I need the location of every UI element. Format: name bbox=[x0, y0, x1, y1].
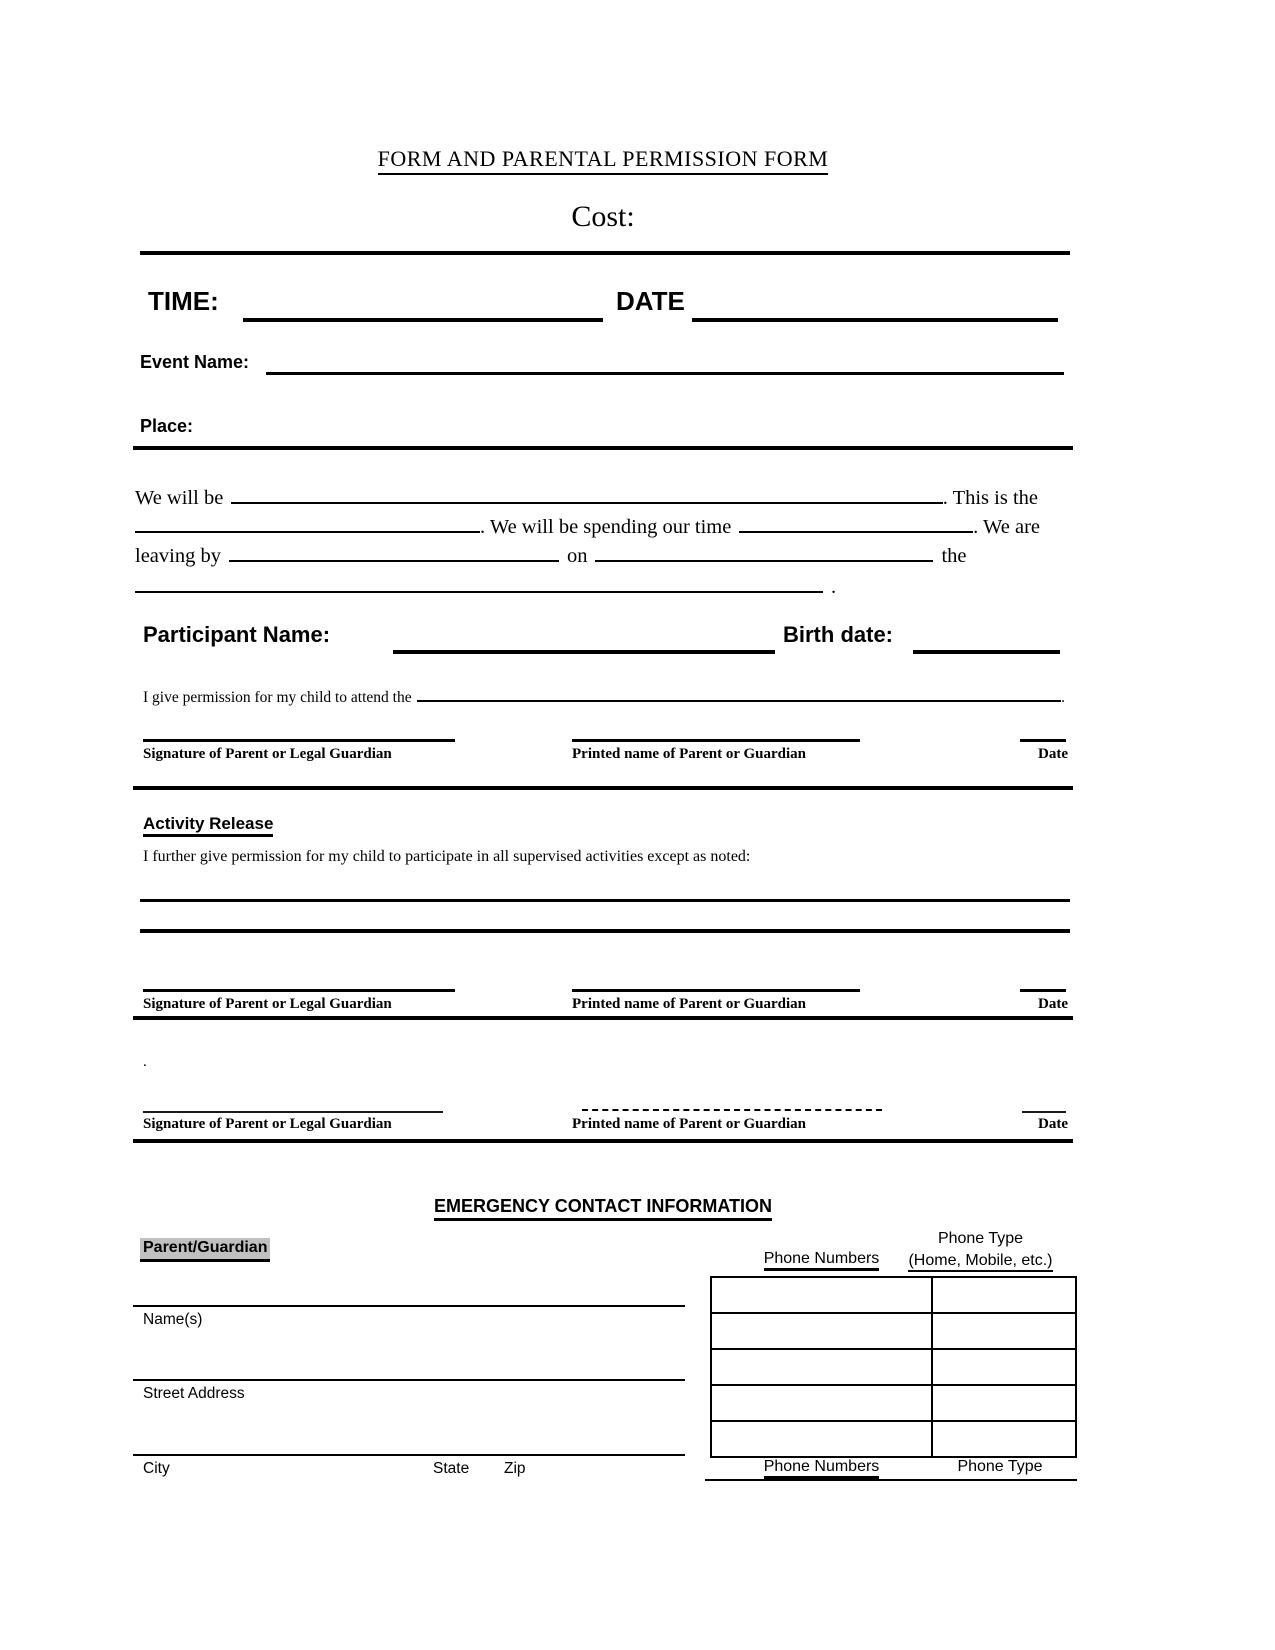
printed-name-line-3[interactable] bbox=[582, 1094, 882, 1111]
phone-table-row bbox=[712, 1350, 1075, 1386]
emergency-contact-heading: EMERGENCY CONTACT INFORMATION bbox=[133, 1196, 1073, 1217]
signature-line-2[interactable] bbox=[143, 974, 455, 992]
bottom-rule bbox=[705, 1479, 1077, 1481]
phone-type-cell[interactable] bbox=[933, 1278, 1075, 1312]
trip-we-will-be: We will be bbox=[135, 487, 224, 509]
birth-date-label: Birth date: bbox=[783, 622, 893, 647]
phone-number-cell[interactable] bbox=[712, 1350, 933, 1384]
names-fill-line[interactable] bbox=[133, 1305, 685, 1307]
trip-blank-2[interactable] bbox=[135, 507, 480, 533]
trip-leaving-by: leaving by bbox=[135, 545, 221, 567]
city-state-zip-fill-line[interactable] bbox=[133, 1454, 685, 1456]
participant-name-blank-field[interactable] bbox=[393, 620, 775, 654]
activity-blank-line-2[interactable] bbox=[140, 929, 1070, 933]
printed-name-label-2: Printed name of Parent or Guardian bbox=[572, 996, 807, 1012]
trip-line-4 bbox=[135, 567, 836, 602]
date-label-1: Date bbox=[1038, 746, 1068, 762]
city-label: City bbox=[143, 1460, 170, 1477]
trip-blank-4[interactable] bbox=[229, 536, 559, 562]
phone-table-row bbox=[712, 1386, 1075, 1422]
phone-numbers-header: Phone Numbers bbox=[710, 1250, 933, 1268]
phone-table bbox=[710, 1276, 1077, 1458]
phone-type-header-line1: Phone Type bbox=[937, 1230, 1024, 1247]
phone-table-row bbox=[712, 1422, 1075, 1456]
phone-table-row bbox=[712, 1278, 1075, 1314]
phone-type-cell[interactable] bbox=[933, 1350, 1075, 1384]
trip-this-is-the: . This is the bbox=[942, 487, 1038, 509]
trip-blank-1[interactable] bbox=[231, 478, 942, 504]
trip-end-period: . bbox=[831, 576, 837, 598]
phone-number-cell[interactable] bbox=[712, 1278, 933, 1312]
date-label-2: Date bbox=[1038, 996, 1068, 1012]
date-line-2[interactable] bbox=[1020, 974, 1066, 992]
printed-name-line-1[interactable] bbox=[572, 724, 860, 742]
date-blank-field[interactable] bbox=[692, 286, 1058, 322]
cost-fill-line[interactable] bbox=[140, 251, 1070, 255]
section-rule-1 bbox=[133, 786, 1073, 790]
trip-we-are: . We are bbox=[973, 516, 1040, 538]
cost-label: Cost: bbox=[571, 200, 635, 233]
participant-name-label: Participant Name: bbox=[143, 622, 331, 647]
place-fill-line[interactable] bbox=[133, 446, 1073, 450]
trip-the: the bbox=[941, 545, 967, 567]
trip-line-3 bbox=[135, 536, 967, 571]
page-title: FORM AND PARENTAL PERMISSION FORM bbox=[133, 146, 1073, 172]
stray-period: . bbox=[143, 1054, 147, 1070]
phone-number-cell[interactable] bbox=[712, 1314, 933, 1348]
bottom-phone-numbers-label: Phone Numbers bbox=[710, 1458, 933, 1476]
printed-name-line-2[interactable] bbox=[572, 974, 860, 992]
signature-label-2: Signature of Parent or Legal Guardian bbox=[143, 996, 392, 1012]
date-line-1[interactable] bbox=[1020, 724, 1066, 742]
phone-type-cell[interactable] bbox=[933, 1386, 1075, 1420]
trip-blank-3[interactable] bbox=[739, 507, 973, 533]
trip-blank-6[interactable] bbox=[135, 567, 823, 593]
activity-release-text: I further give permission for my child to participate in all supervised activities except as noted: bbox=[143, 848, 751, 865]
attend-blank-field[interactable] bbox=[417, 684, 1062, 702]
zip-label: Zip bbox=[504, 1460, 526, 1477]
street-address-label: Street Address bbox=[143, 1385, 245, 1402]
signature-label-1: Signature of Parent or Legal Guardian bbox=[143, 746, 392, 762]
phone-type-header bbox=[878, 1228, 1083, 1272]
phone-type-header-line2: (Home, Mobile, etc.) bbox=[878, 1250, 1083, 1272]
street-address-fill-line[interactable] bbox=[133, 1379, 685, 1381]
birth-date-blank-field[interactable] bbox=[913, 620, 1060, 654]
date-line-3[interactable] bbox=[1022, 1098, 1066, 1113]
names-label: Name(s) bbox=[143, 1311, 203, 1328]
phone-type-cell[interactable] bbox=[933, 1314, 1075, 1348]
phone-type-cell[interactable] bbox=[933, 1422, 1075, 1456]
phone-number-cell[interactable] bbox=[712, 1386, 933, 1420]
date-label: DATE bbox=[616, 286, 685, 316]
signature-line-1[interactable] bbox=[143, 724, 455, 742]
section-rule-3 bbox=[133, 1139, 1073, 1143]
signature-line-3[interactable] bbox=[143, 1098, 443, 1113]
place-label: Place: bbox=[140, 416, 194, 436]
printed-name-label-3: Printed name of Parent or Guardian bbox=[572, 1116, 807, 1132]
event-name-blank-field[interactable] bbox=[266, 352, 1064, 375]
signature-label-3: Signature of Parent or Legal Guardian bbox=[143, 1116, 392, 1132]
attend-permission-text: I give permission for my child to attend the bbox=[143, 689, 412, 706]
parent-guardian-label: Parent/Guardian bbox=[140, 1238, 270, 1262]
attend-period: . bbox=[1061, 689, 1065, 706]
activity-release-heading: Activity Release bbox=[143, 814, 273, 834]
state-label: State bbox=[433, 1460, 470, 1477]
section-rule-2 bbox=[133, 1016, 1073, 1020]
date-label-3: Date bbox=[1038, 1116, 1068, 1132]
phone-table-row bbox=[712, 1314, 1075, 1350]
phone-number-cell[interactable] bbox=[712, 1422, 933, 1456]
trip-blank-5[interactable] bbox=[595, 536, 933, 562]
activity-blank-line-1[interactable] bbox=[140, 899, 1070, 902]
attend-permission-row bbox=[143, 684, 1065, 707]
printed-name-label-1: Printed name of Parent or Guardian bbox=[572, 746, 807, 762]
bottom-phone-type-label: Phone Type bbox=[957, 1458, 1043, 1475]
event-name-label: Event Name: bbox=[140, 352, 250, 372]
time-label: TIME: bbox=[148, 286, 219, 316]
trip-on: on bbox=[566, 545, 588, 567]
time-blank-field[interactable] bbox=[243, 286, 603, 322]
trip-spending: . We will be spending our time bbox=[480, 516, 732, 538]
